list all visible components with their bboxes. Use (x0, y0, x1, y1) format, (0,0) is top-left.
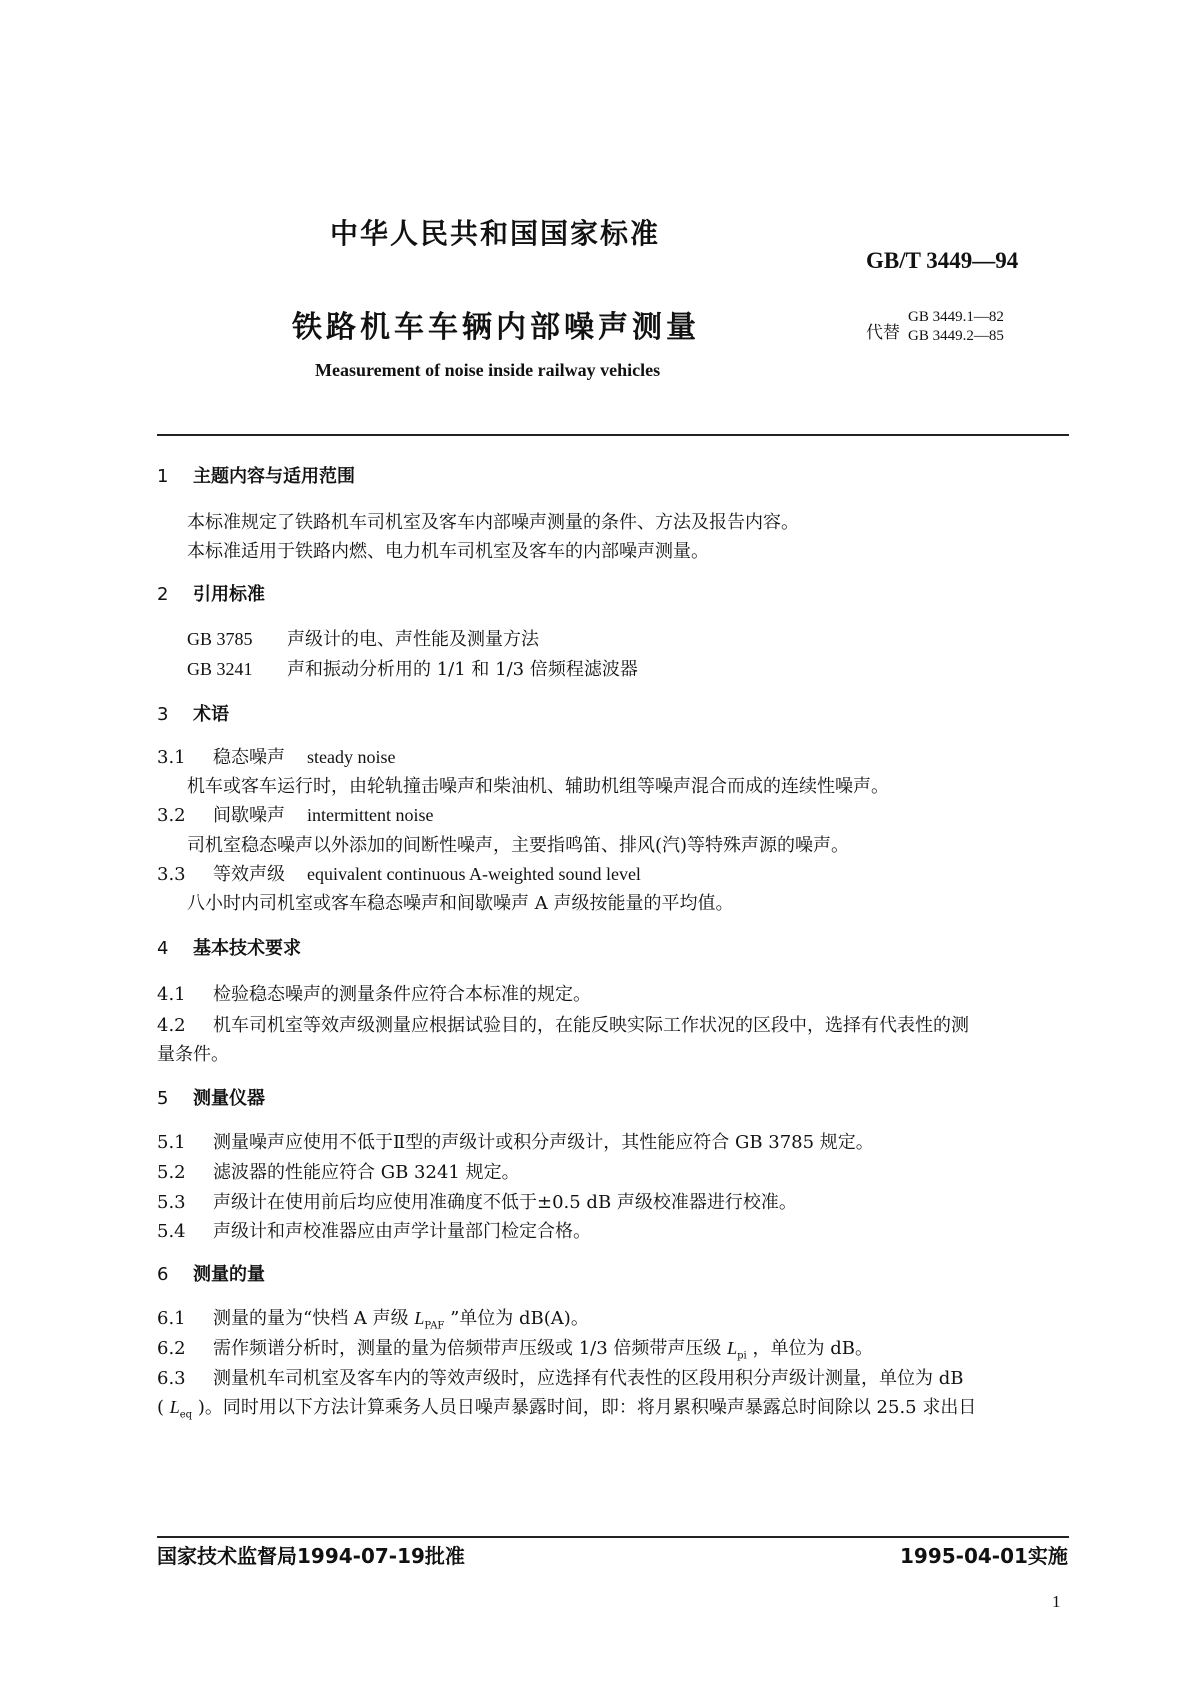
section-number: 5 (157, 1088, 169, 1109)
term-name-en: equivalent continuous A-weighted sound level (307, 864, 641, 884)
term-3-2-definition: 司机室稳态噪声以外添加的间断性噪声，主要指鸣笛、排风(汽)等特殊声源的噪声。 (187, 835, 850, 856)
term-name-cn: 等效声级 (213, 864, 285, 885)
clause-number: 6.2 (157, 1338, 186, 1359)
section-title: 基本技术要求 (193, 938, 301, 959)
clause-4-2 (157, 1011, 969, 1037)
section-6-heading (157, 1260, 265, 1286)
section-5-heading (157, 1084, 265, 1110)
clause-text: 声级计在使用前后均应使用准确度不低于±0.5 dB 声级校准器进行校准。 (213, 1192, 797, 1213)
reference-item (187, 655, 638, 681)
symbol-L: L (169, 1397, 180, 1417)
replaces-label: 代替 (866, 323, 900, 343)
section-3-heading (157, 700, 229, 726)
section-number: 6 (157, 1264, 169, 1285)
section-1-paragraph-2: 本标准适用于铁路内燃、电力机车司机室及客车的内部噪声测量。 (187, 541, 709, 562)
clause-text: 滤波器的性能应符合 GB 3241 规定。 (213, 1162, 520, 1183)
footer-divider (157, 1536, 1069, 1538)
clause-number: 6.1 (157, 1308, 186, 1329)
replaced-standard-2: GB 3449.2—85 (908, 328, 1004, 344)
clause-number: 4.2 (157, 1015, 186, 1036)
term-name-cn: 稳态噪声 (213, 747, 285, 768)
clause-5-1 (157, 1128, 874, 1154)
section-title: 引用标准 (193, 584, 265, 605)
clause-number: 3.2 (157, 805, 186, 826)
implementation-date: 1995-04-01实施 (900, 1544, 1068, 1568)
clause-number: 3.3 (157, 864, 186, 885)
clause-text-end: ，单位为 dB。 (746, 1338, 873, 1359)
section-title: 主题内容与适用范围 (193, 466, 355, 487)
clause-text: 声级计和声校准器应由声学计量部门检定合格。 (213, 1221, 591, 1242)
clause-6-3 (157, 1364, 963, 1390)
section-2-heading (157, 580, 265, 606)
term-3-2 (157, 801, 433, 827)
section-number: 4 (157, 938, 169, 959)
clause-number: 5.1 (157, 1132, 186, 1153)
clause-text: 测量噪声应使用不低于Ⅱ型的声级计或积分声级计，其性能应符合 GB 3785 规定。 (213, 1132, 874, 1153)
symbol-subscript: pi (737, 1350, 747, 1362)
clause-number: 5.3 (157, 1192, 186, 1213)
clause-number: 6.3 (157, 1368, 186, 1389)
term-3-3-definition: 八小时内司机室或客车稳态噪声和间歇噪声 A 声级按能量的平均值。 (187, 893, 734, 914)
clause-text-end: ”单位为 dB(A)。 (444, 1308, 589, 1329)
continuation-text: )。同时用以下方法计算乘务人员日噪声暴露时间，即：将月累积噪声暴露总时间除以 25.5 求出日 (192, 1397, 977, 1418)
clause-text: 需作频谱分析时，测量的量为倍频带声压级或 1/3 倍频带声压级 (213, 1338, 728, 1359)
section-number: 2 (157, 584, 169, 605)
term-name-en: steady noise (307, 747, 396, 767)
replaced-standards (908, 308, 1004, 346)
page-number: 1 (1052, 1592, 1061, 1611)
reference-title: 声和振动分析用的 1/1 和 1/3 倍频程滤波器 (287, 659, 638, 680)
approval-line: 国家技术监督局1994-07-19批准 (157, 1544, 465, 1568)
clause-number: 5.4 (157, 1221, 186, 1242)
section-number: 3 (157, 704, 169, 725)
clause-4-2-continuation: 量条件。 (157, 1044, 229, 1065)
clause-number: 5.2 (157, 1162, 186, 1183)
clause-6-3-continuation (157, 1393, 976, 1421)
header-divider (157, 434, 1069, 436)
reference-title: 声级计的电、声性能及测量方法 (287, 629, 539, 650)
clause-6-1 (157, 1304, 589, 1332)
reference-code: GB 3785 (187, 629, 253, 649)
symbol-L: L (727, 1338, 738, 1358)
section-title: 测量的量 (193, 1264, 265, 1285)
clause-5-4 (157, 1217, 591, 1243)
section-title: 术语 (193, 704, 229, 725)
reference-item (187, 625, 539, 651)
clause-5-2 (157, 1158, 520, 1184)
term-3-3 (157, 860, 641, 886)
document-title-en: Measurement of noise inside railway vehicles (315, 360, 661, 380)
clause-text: 检验稳态噪声的测量条件应符合本标准的规定。 (213, 984, 591, 1005)
clause-number: 4.1 (157, 984, 186, 1005)
term-3-1-definition: 机车或客车运行时，由轮轨撞击噪声和柴油机、辅助机组等噪声混合而成的连续性噪声。 (187, 776, 889, 797)
clause-6-2 (157, 1334, 873, 1362)
clause-text: 机车司机室等效声级测量应根据试验目的，在能反映实际工作状况的区段中，选择有代表性的测 (213, 1015, 969, 1036)
standard-code: GB/T 3449—94 (866, 248, 1019, 273)
document-title-cn: 铁路机车车辆内部噪声测量 (292, 310, 700, 345)
clause-5-3 (157, 1188, 797, 1214)
clause-4-1 (157, 980, 591, 1006)
clause-text: 测量机车司机室及客车内的等效声级时，应选择有代表性的区段用积分声级计测量，单位为 dB (213, 1368, 964, 1389)
term-name-cn: 间歇噪声 (213, 805, 285, 826)
section-title: 测量仪器 (193, 1088, 265, 1109)
reference-code: GB 3241 (187, 659, 253, 679)
section-number: 1 (157, 466, 169, 487)
replaced-standard-1: GB 3449.1—82 (908, 309, 1004, 325)
paren-open: ( (157, 1397, 170, 1418)
symbol-subscript: eq (179, 1409, 193, 1421)
term-3-1 (157, 743, 395, 769)
clause-number: 3.1 (157, 747, 186, 768)
term-name-en: intermittent noise (307, 805, 434, 825)
section-1-heading (157, 462, 355, 488)
clause-text: 测量的量为“快档 A 声级 (213, 1308, 415, 1329)
national-standard-heading: 中华人民共和国国家标准 (330, 217, 661, 250)
section-4-heading (157, 934, 301, 960)
symbol-subscript: PAF (424, 1320, 445, 1332)
section-1-paragraph-1: 本标准规定了铁路机车司机室及客车内部噪声测量的条件、方法及报告内容。 (187, 512, 799, 533)
symbol-L: L (414, 1308, 425, 1328)
